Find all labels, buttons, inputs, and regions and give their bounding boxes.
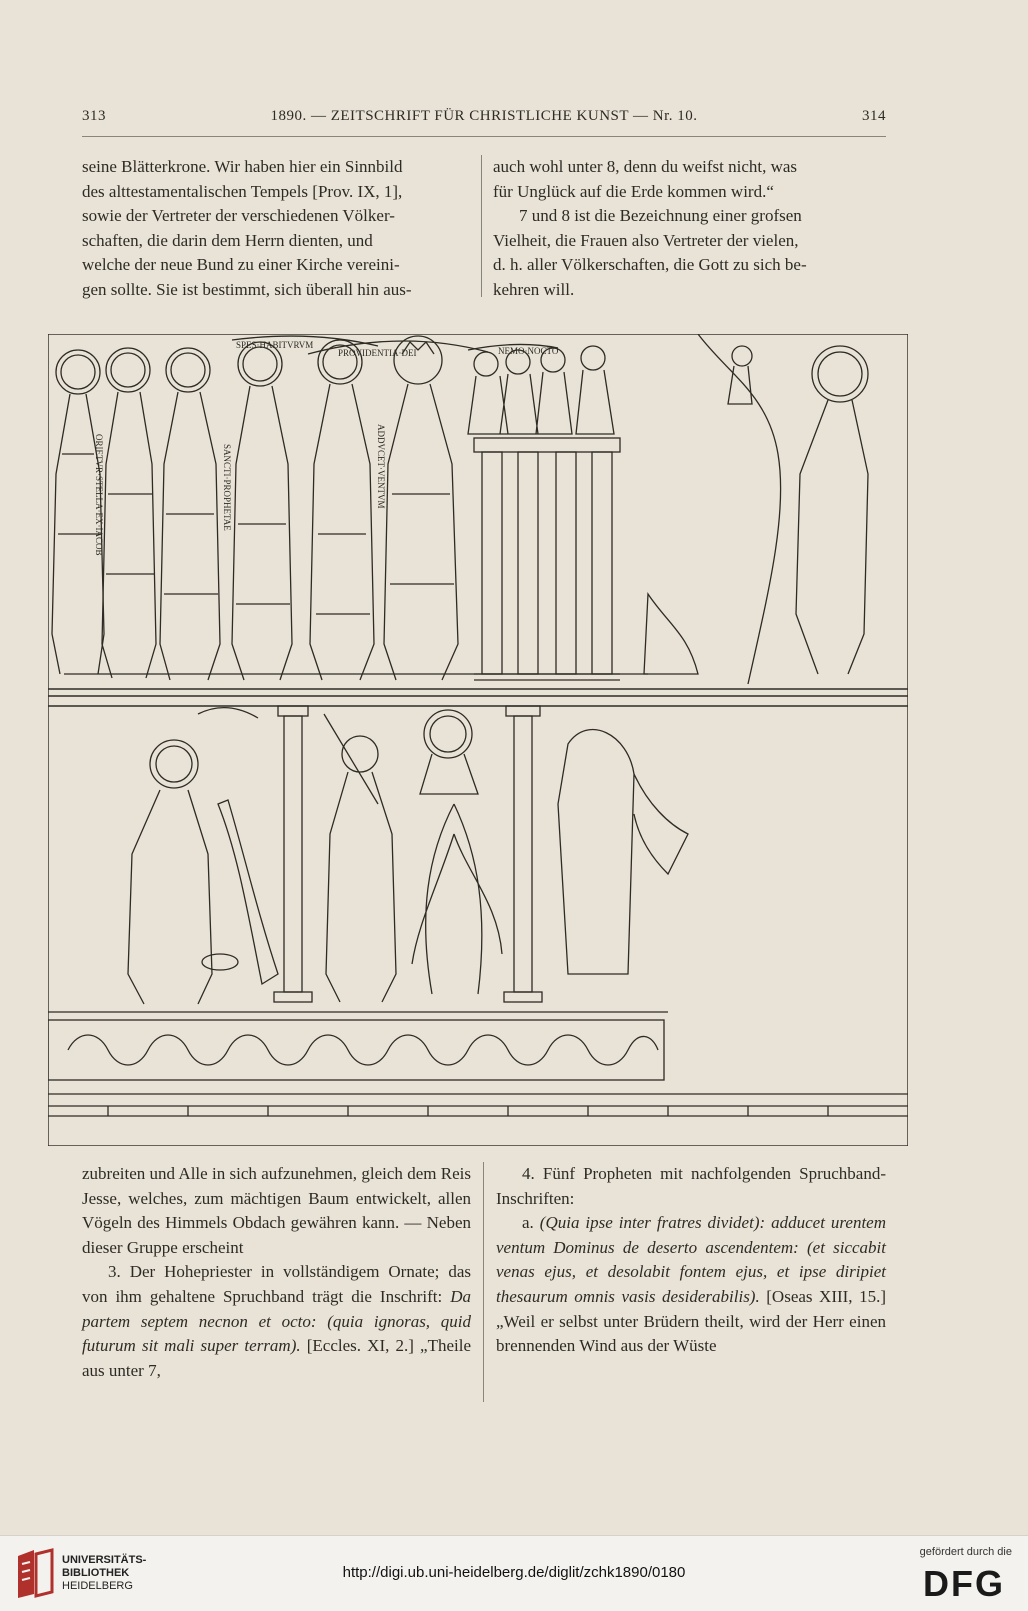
top-right-column [493,155,886,303]
text-run: [Eccles. XI, 2.] „Theile aus unter 7, [82,1336,471,1380]
text-run: a. [522,1213,540,1233]
ascending-figure [558,730,688,974]
page-number-left: 313 [82,108,106,124]
paragraph: zubreiten und Alle in sich aufzunehmen, gleich dem Reis Jesse, welches, zum mächtigen Baum entwickelt, allen Vögeln des Himmels Obdach gewähren kann. — Neben dieser Gruppe erscheint [82,1164,471,1257]
text-run: 3. Der Hohepriester in vollständigem Ornate; das von ihm gehaltene Spruchband trägt die Inschrift: [82,1262,471,1306]
column-right [504,706,542,1002]
text-line: 7 und 8 ist die Bezeichnung einer grofsen [519,206,802,226]
seated-prophet [128,740,278,1004]
library-line: HEIDELBERG [62,1580,133,1592]
temple-arcade [474,438,620,680]
column-rule-top [481,155,482,297]
text-line: d. h. aller Völkerschaften, die Gott zu sich be- [493,255,807,275]
text-run: [Oseas XIII, 15.] „Weil er selbst unter Brüdern theilt, wird der Herr einen brennenden Wind aus der Wüste [496,1286,887,1356]
text-line: schaften, die darin dem Herrn dienten, und [82,230,373,250]
running-title: 1890. — ZEITSCHRIFT FÜR CHRISTLICHE KUNST — Nr. 10. [270,108,698,124]
latin-inscription: Da partem septem necnon et octo: (quia ignoras, quid futurum sit mali super terram). [82,1286,471,1356]
bottom-left-column [82,1162,471,1383]
digitization-footer [0,1535,1028,1611]
ribbon-inscription: PROVIDENTIA·DEI [338,348,417,358]
column-rule-bottom [483,1162,484,1402]
ribbon-inscription: SANCTI·PROPHETAE [222,444,232,531]
text-line: kehren will. [493,279,575,299]
library-line: UNIVERSITÄTS- [62,1554,147,1566]
ribbon-inscription: ADDVCET·VENTVM [376,424,386,509]
dfg-logo-text: DFG [923,1563,1005,1602]
high-priest-figure [384,336,458,680]
latin-inscription: (Quia ipse inter fratres dividet): adducet urentem ventum Dominus de deserto ascendentem: (et siccabit venas ejus, et desolabit fontem ejus, et ipse diripiet thesaurum omnis vasis desiderabilis). [496,1213,886,1306]
prophet-figure [232,342,292,680]
prophet-on-cliff [698,334,868,684]
text-line: sowie der Vertreter der verschiedenen Völker- [82,206,395,226]
running-header [82,108,886,132]
ribbon-inscription: SPES·HABITVRVM [236,340,314,350]
column-left [274,706,312,1002]
relief-illustration [48,334,908,1146]
text-line: auch wohl unter 8, denn du weifst nicht, was [493,157,798,176]
ribbon-inscription: NEMO·NOCTO [498,346,559,356]
paragraph: 4. Fünf Propheten mit nachfolgenden Spruchband-Inschriften: [496,1164,886,1208]
lower-register [48,706,688,1012]
text-line: des alttestamentalischen Tempels [Prov. IX, 1], [82,181,403,201]
women-group [468,346,614,434]
page-number-right: 314 [862,108,886,124]
header-rule [82,136,886,137]
bishop-figure [324,714,396,1002]
prophet-figure [310,340,374,680]
ornamental-frieze [48,1020,908,1116]
text-line: seine Blätterkrone. Wir haben hier ein Sinnbild [82,157,403,176]
text-line: gen sollte. Sie ist bestimmt, sich überall hin aus- [82,279,412,299]
ribbon-inscription: ORIETVR·STELLA·EX·IACOB [94,434,104,556]
prophet-figure [160,348,220,680]
bottom-right-column [496,1162,886,1359]
top-left-column [82,155,469,303]
upper-register [52,334,868,684]
prophet-figure [102,348,156,678]
paragraph [82,1260,471,1383]
library-line: BIBLIOTHEK [62,1567,130,1579]
sponsor-caption: gefördert durch die [919,1546,1012,1558]
text-line: welche der neue Bund zu einer Kirche vereini- [82,255,400,275]
text-line: für Unglück auf die Erde kommen wird.“ [493,181,774,201]
dfg-logo [916,1562,1012,1602]
paragraph [496,1211,886,1359]
text-line: Vielheit, die Frauen also Vertreter der vielen, [493,230,799,250]
christ-figure [412,710,502,994]
source-url[interactable]: http://digi.ub.uni-heidelberg.de/diglit/zchk1890/0180 [342,1564,686,1581]
